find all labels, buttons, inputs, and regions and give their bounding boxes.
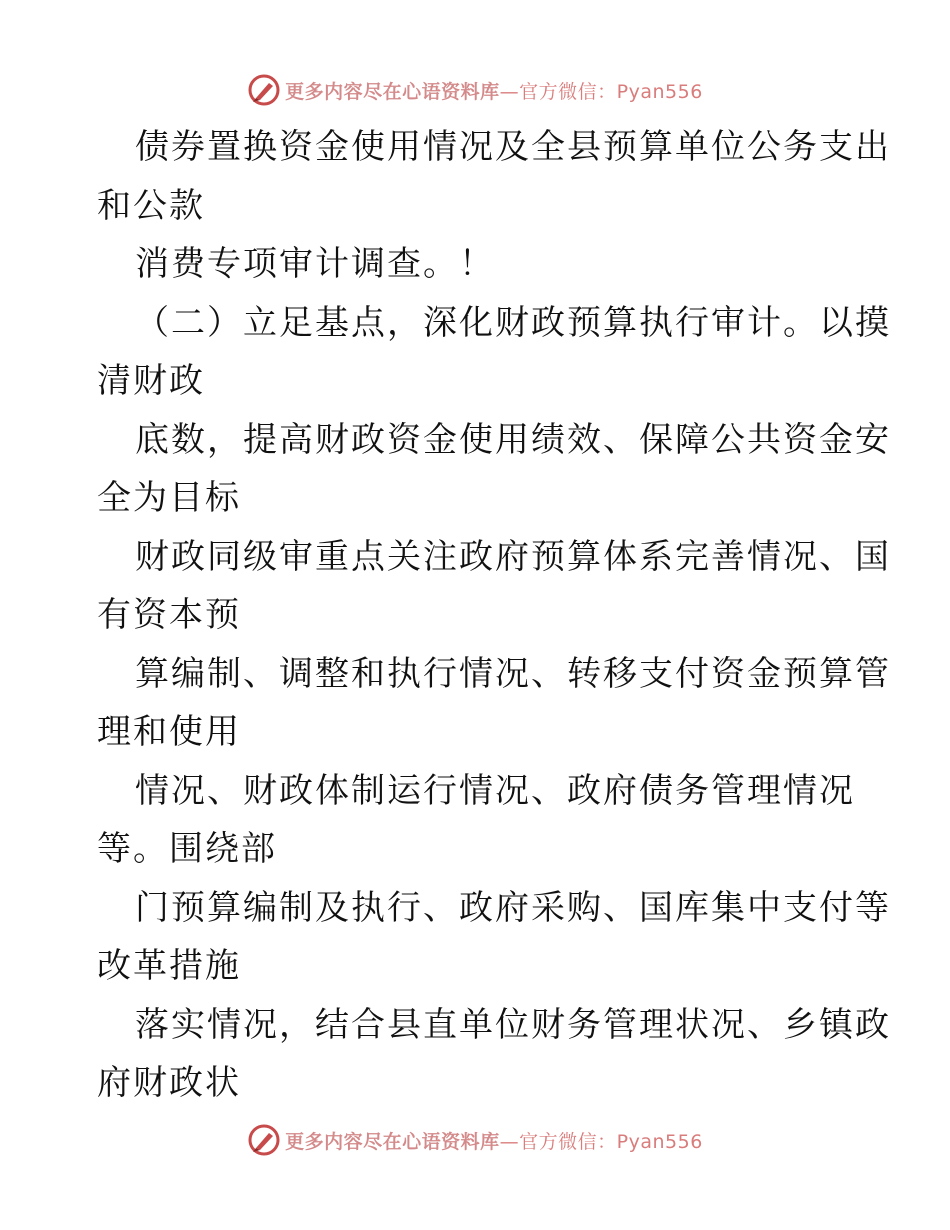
header-site-text: 更多内容尽在心语资料库	[285, 80, 500, 103]
body-line: 落实情况，结合县直单位财务管理状况、乡镇政	[135, 1004, 891, 1045]
header-banner	[0, 70, 950, 110]
footer-wechat-text: —官方微信：Pyan556	[499, 1130, 703, 1153]
pen-logo-icon	[247, 73, 281, 107]
body-line: 府财政状	[97, 1063, 241, 1103]
footer-banner	[0, 1120, 950, 1160]
body-line: 底数，提高财政资金使用绩效、保障公共资金安	[135, 419, 891, 460]
body-line: （二）立足基点，深化财政预算执行审计。以摸	[135, 302, 891, 343]
header-wechat-text: —官方微信：Pyan556	[499, 80, 703, 103]
header-text	[285, 77, 703, 104]
body-line: 门预算编制及执行、政府采购、国库集中支付等	[135, 887, 891, 928]
body-line: 情况、财政体制运行情况、政府债务管理情况	[135, 770, 855, 811]
body-line: 等。围绕部	[97, 829, 277, 869]
pen-logo-icon	[247, 1123, 281, 1157]
document-body	[97, 118, 891, 1113]
body-line: 财政同级审重点关注政府预算体系完善情况、国	[135, 536, 891, 577]
footer-site-text: 更多内容尽在心语资料库	[285, 1130, 500, 1153]
body-line: 债券置换资金使用情况及全县预算单位公务支出	[135, 127, 891, 167]
body-line: 和公款	[97, 185, 205, 226]
body-line: 有资本预	[97, 595, 241, 635]
footer-text	[285, 1127, 703, 1154]
body-line: 清财政	[97, 361, 205, 401]
body-line: 全为目标	[97, 478, 241, 518]
body-line: 改革措施	[97, 946, 241, 986]
body-line: 理和使用	[97, 712, 241, 752]
body-line: 消费专项审计调查。！	[135, 244, 495, 284]
body-line: 算编制、调整和执行情况、转移支付资金预算管	[135, 653, 891, 694]
